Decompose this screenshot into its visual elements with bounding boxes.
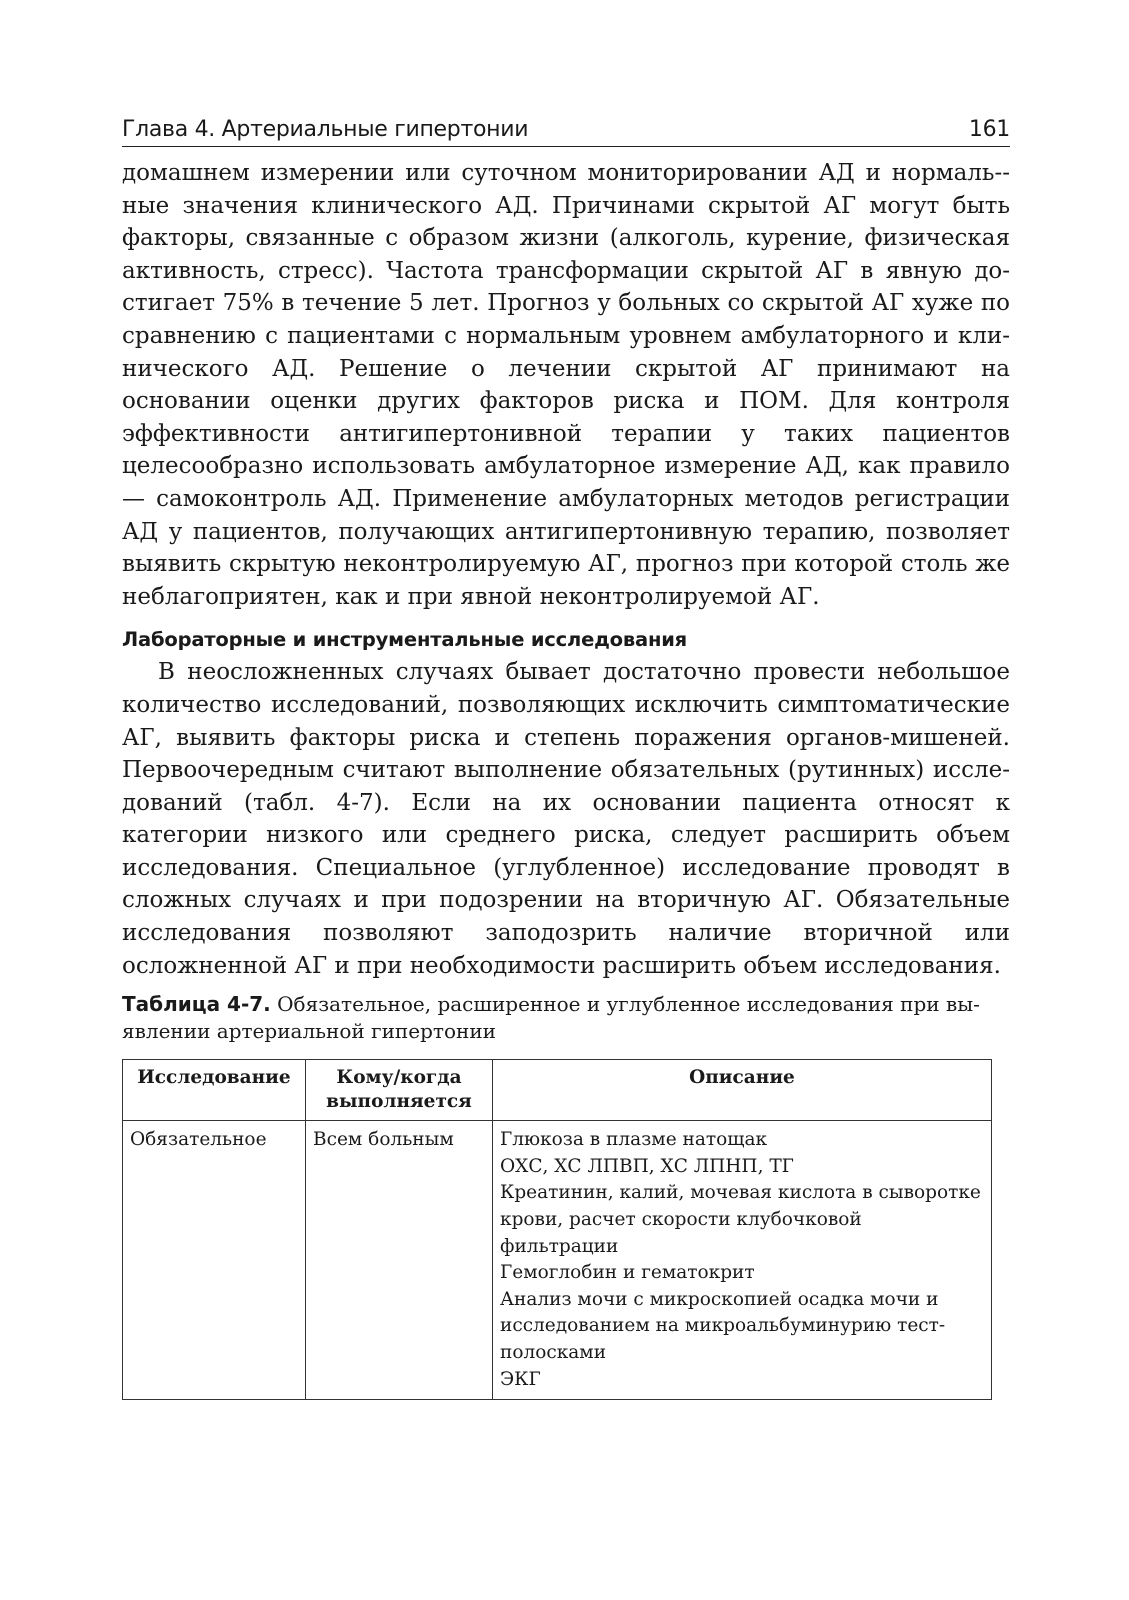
table-caption-text: Обязательное, расширенное и углубленное исследования при выявлении артериальной гипертонии — [122, 992, 980, 1044]
examination-table — [122, 1059, 992, 1400]
table-header-row — [123, 1060, 992, 1121]
cell-description — [493, 1121, 992, 1400]
description-item: ЭКГ — [500, 1368, 541, 1390]
chapter-title: Глава 4. Артериальные гипертонии — [122, 117, 529, 142]
body-paragraph-2 — [122, 656, 1010, 982]
description-item: ОХС, ХС ЛПВП, ХС ЛПНП, ТГ — [500, 1155, 794, 1177]
running-header — [122, 108, 1010, 147]
description-item: Креатинин, калий, мочевая кислота в сыворотке крови, расчет скорости клубочковой фильтрации — [500, 1182, 981, 1257]
description-item: Гемоглобин и гематокрит — [500, 1262, 755, 1284]
description-item: Анализ мочи с микроскопией осадка мочи и исследованием на микроальбуминурию тест-полосками — [500, 1288, 946, 1363]
paragraph-1-text: домашнем измерении или суточном мониторировании АД и нормаль-ные значения клинического АД. Причинами скрытой АГ могут быть факторы, связанные с образом жизни (алкоголь, курение, физическая активность, стресс). Частота трансформации скрытой АГ в явную достигает 75% в течение 5 лет. Прогноз у больных со скрытой АГ хуже по сравнению с пациентами с нормальным уровнем амбулаторного и клинического АД. Решение о лечении скрытой АГ принимают на основании оценки других факторов риска и ПОМ. Для контроля эффективности антигипертонивной терапии у таких пациентов целесообразно использовать амбулаторное измерение АД, как правило — самоконтроль АД. Применение амбулаторных методов регистрации АД у пациентов, получающих антигипертонивную терапию, позволяет выявить скрытую неконтролируемую АГ, прогноз при которой столь же неблагоприятен, как и при явной неконтролируемой АГ. — [122, 160, 1010, 610]
header-description: Описание — [493, 1060, 992, 1121]
cell-who: Всем больным — [306, 1121, 493, 1400]
document-page — [122, 108, 1010, 1400]
table-row — [123, 1121, 992, 1400]
description-item: Глюкоза в плазме натощак — [500, 1129, 768, 1151]
table-caption-label: Таблица 4-7. — [122, 992, 271, 1017]
header-examination: Исследование — [123, 1060, 306, 1121]
table-caption — [122, 991, 1010, 1045]
header-who-when: Кому/когда выполняется — [306, 1060, 493, 1121]
paragraph-2-text: В неосложненных случаях бывает достаточно провести небольшое количество исследований, позволяющих исключить симптоматические АГ, выявить факторы риска и степень поражения органов-мишеней. Первоочередным считают выполнение обязательных (рутинных) исследований (табл. 4-7). Если на их основании пациента относят к категории низкого или среднего риска, следует расширить объем исследования. Специальное (углубленное) исследование проводят в сложных случаях и при подозрении на вторичную АГ. Обязательные исследования позволяют заподозрить наличие вторичной или осложненной АГ и при необходимости расширить объем исследования. — [122, 659, 1010, 979]
body-paragraph-1 — [122, 157, 1010, 613]
section-heading: Лабораторные и инструментальные исследования — [122, 628, 688, 652]
page-number: 161 — [968, 117, 1010, 142]
cell-type: Обязательное — [123, 1121, 306, 1400]
